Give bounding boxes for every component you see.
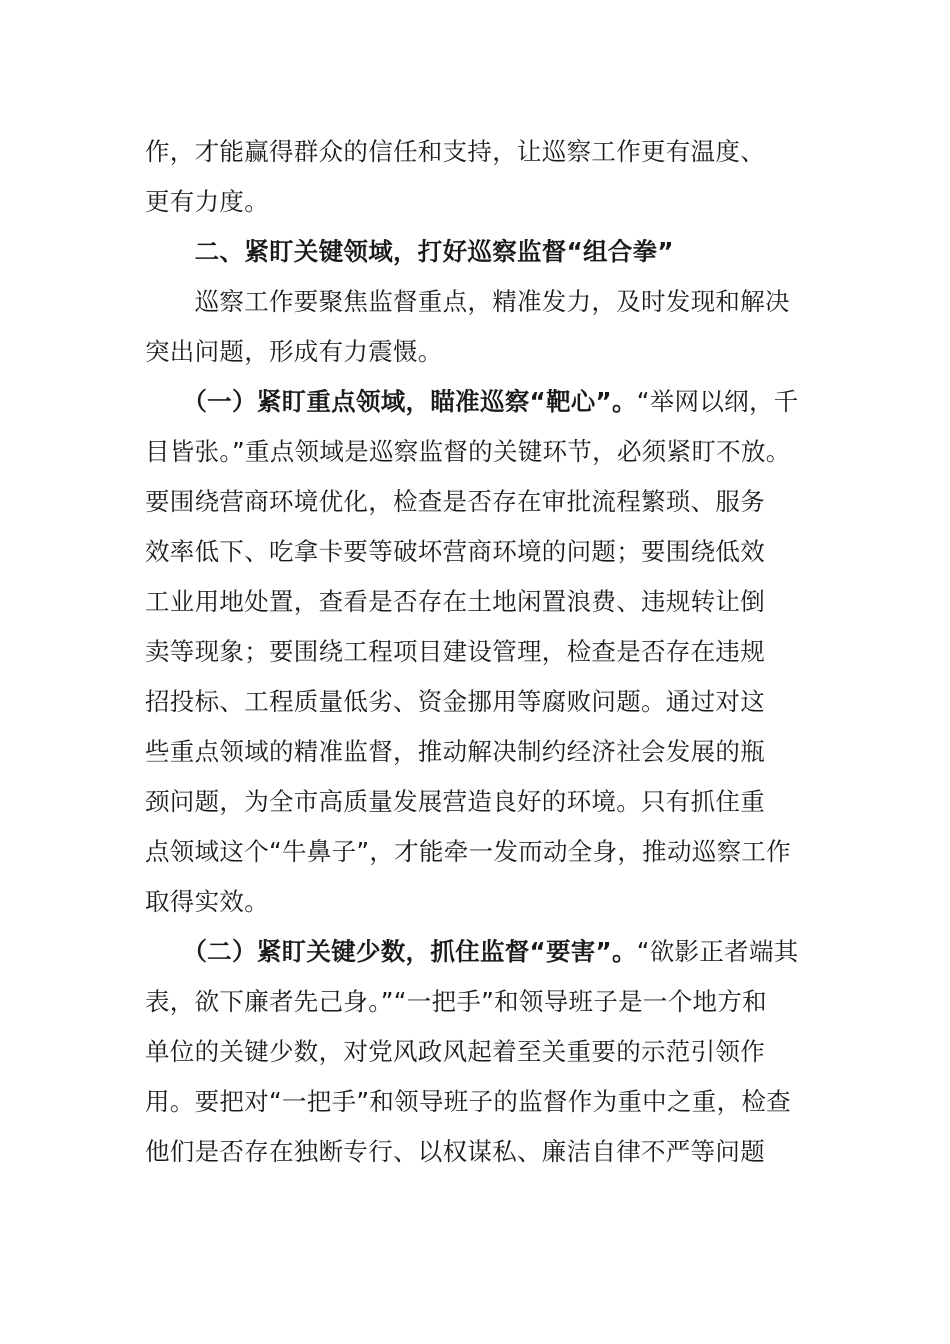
text-line: 点领域这个“牛鼻子”，才能牵一发而动全身，推动巡察工作 <box>145 837 791 866</box>
subheading-2: （二）紧盯关键少数，抓住监督“要害”。 <box>145 937 637 966</box>
text-line: 表，欲下廉者先己身。”“一把手”和领导班子是一个地方和 <box>145 987 767 1016</box>
text-line: 突出问题，形成有力震慑。 <box>145 337 443 366</box>
text-line: 招投标、工程质量低劣、资金挪用等腐败问题。通过对这 <box>145 687 765 716</box>
text-line: 取得实效。 <box>145 887 269 916</box>
text-line: 卖等现象；要围绕工程项目建设管理，检查是否存在违规 <box>145 637 765 666</box>
quote-start: “举网以纲，千 <box>636 387 799 416</box>
text-line: 更有力度。 <box>145 187 269 216</box>
text-line: 巡察工作要聚焦监督重点，精准发力，及时发现和解决 <box>145 287 790 316</box>
text-line-with-subheading <box>145 927 810 977</box>
text-line: 效率低下、吃拿卡要等破坏营商环境的问题；要围绕低效 <box>145 537 765 566</box>
text-line-with-subheading <box>145 377 810 427</box>
text-line: 颈问题，为全市高质量发展营造良好的环境。只有抓住重 <box>145 787 765 816</box>
text-line: 他们是否存在独断专行、以权谋私、廉洁自律不严等问题 <box>145 1137 765 1166</box>
text-line: 些重点领域的精准监督，推动解决制约经济社会发展的瓶 <box>145 737 765 766</box>
document-page <box>145 127 810 1177</box>
text-line: 工业用地处置，查看是否存在土地闲置浪费、违规转让倒 <box>145 587 765 616</box>
text-line: 作，才能赢得群众的信任和支持，让巡察工作更有温度、 <box>145 137 765 166</box>
text-line: 要围绕营商环境优化，检查是否存在审批流程繁琐、服务 <box>145 487 765 516</box>
quote-start: “欲影正者端其 <box>636 937 799 966</box>
text-line: 用。要把对“一把手”和领导班子的监督作为重中之重，检查 <box>145 1087 791 1116</box>
text-line: 目皆张。”重点领域是巡察监督的关键环节，必须紧盯不放。 <box>145 437 791 466</box>
text-line: 单位的关键少数，对党风政风起着至关重要的示范引领作 <box>145 1037 765 1066</box>
subheading-1: （一）紧盯重点领域，瞄准巡察“靶心”。 <box>145 387 637 416</box>
section-heading: 二、紧盯关键领域，打好巡察监督“组合拳” <box>145 237 674 266</box>
